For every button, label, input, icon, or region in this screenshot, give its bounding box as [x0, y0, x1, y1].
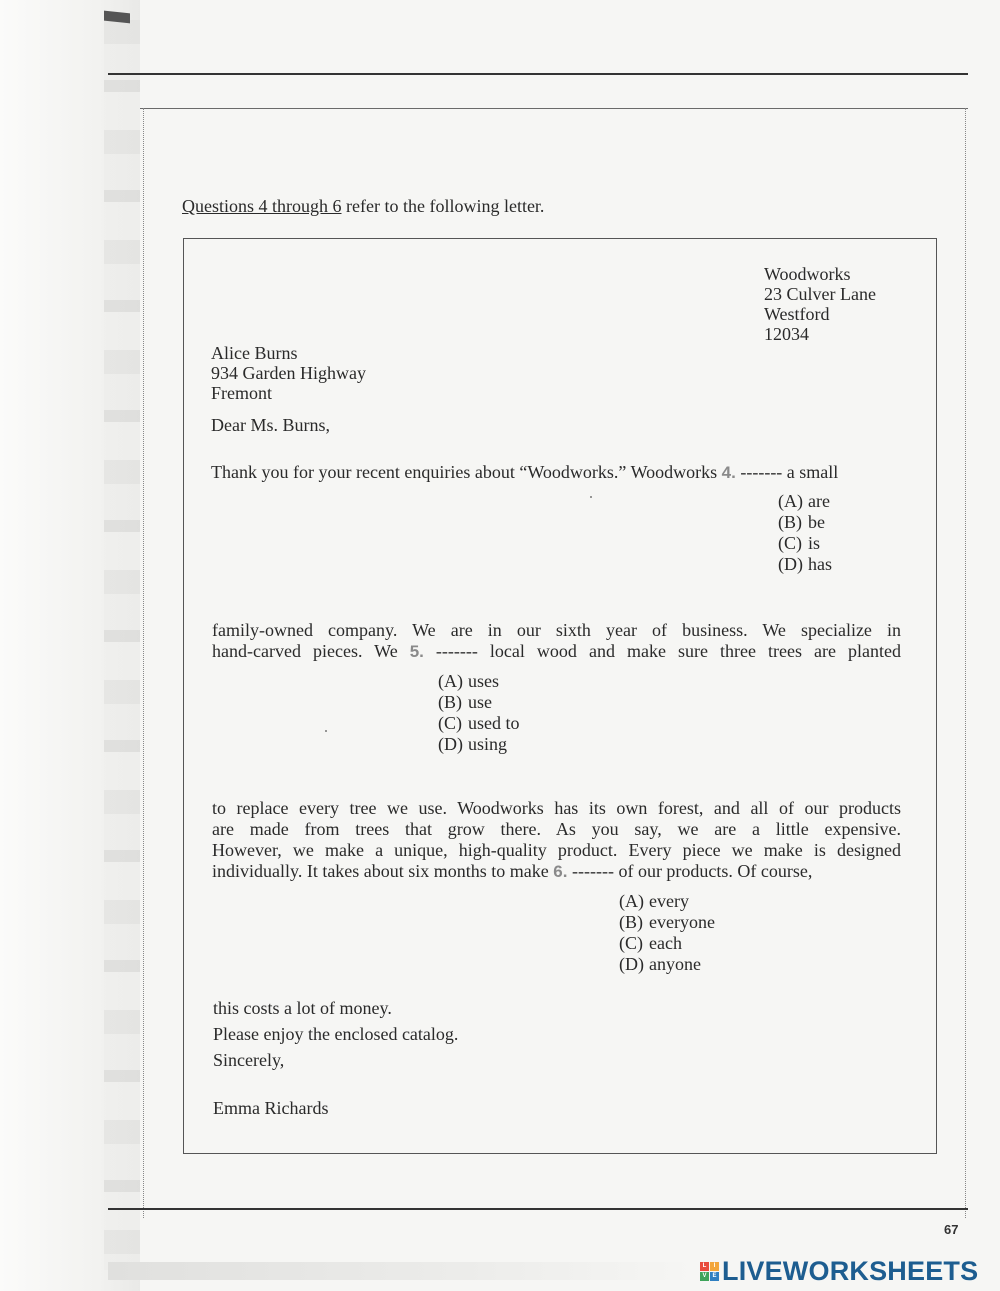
badge-letter: L: [700, 1262, 709, 1271]
liveworksheets-logo[interactable]: [700, 1256, 978, 1287]
sender-name: Woodworks: [764, 264, 851, 284]
q4-number: 4.: [721, 463, 736, 482]
option-letter: (C): [619, 933, 643, 953]
q6-option-d[interactable]: [619, 954, 715, 975]
option-letter: (B): [438, 692, 462, 712]
page-rule-top: [108, 73, 968, 75]
option-letter: (D): [438, 734, 463, 754]
badge-letter: I: [710, 1262, 719, 1271]
closing-line2: Please enjoy the enclosed catalog.: [213, 1024, 459, 1044]
recipient-city: Fremont: [211, 383, 272, 403]
q6-line1: to replace every tree we use. Woodworks has its own forest, and all of our products: [212, 798, 901, 818]
q5-option-c[interactable]: [438, 713, 520, 734]
option-letter: (D): [778, 554, 803, 574]
option-letter: (B): [619, 912, 643, 932]
q4-option-d[interactable]: [778, 554, 832, 575]
signature: Emma Richards: [213, 1098, 329, 1118]
q6-option-a[interactable]: [619, 891, 715, 912]
q5-option-a[interactable]: [438, 671, 520, 692]
q5-after: ------- local wood and make sure three trees are planted: [423, 641, 901, 661]
q6-options: [619, 891, 715, 975]
option-letter: (A): [619, 891, 644, 911]
option-letter: (C): [438, 713, 462, 733]
footer-scan-strip: [108, 1262, 698, 1280]
q6-option-c[interactable]: [619, 933, 715, 954]
q6-line2: are made from trees that grow there. As you say, we are a little expensive.: [212, 819, 901, 839]
q4-option-a[interactable]: [778, 491, 832, 512]
option-text: is: [808, 533, 821, 553]
option-letter: (C): [778, 533, 802, 553]
badge-letter: V: [700, 1272, 709, 1281]
sender-city: Westford: [764, 304, 830, 324]
option-text: everyone: [649, 912, 715, 932]
intro-rest: refer to the following letter.: [341, 196, 545, 216]
closing-signoff: Sincerely,: [213, 1050, 285, 1070]
greeting: Dear Ms. Burns,: [211, 415, 330, 435]
intro-underlined: Questions 4 through 6: [182, 196, 342, 216]
badge-letter: E: [710, 1272, 719, 1281]
page-rule-inner-top: [140, 108, 968, 109]
sender-postal: 12034: [764, 324, 809, 344]
q6-line3: However, we make a unique, high-quality product. Every piece we make is designed: [212, 840, 901, 860]
q5-line1: family-owned company. We are in our sixth year of business. We specialize in: [212, 620, 901, 640]
option-letter: (A): [778, 491, 803, 511]
q5-option-d[interactable]: [438, 734, 520, 755]
scan-speck: [590, 496, 592, 498]
closing-line1: this costs a lot of money.: [213, 998, 392, 1018]
page-number: 67: [944, 1222, 959, 1237]
q4-before: Thank you for your recent enquiries about “Woodworks.” Woodworks: [211, 462, 722, 482]
q5-before: hand-carved pieces. We: [212, 641, 410, 661]
recipient-street: 934 Garden Highway: [211, 363, 366, 383]
book-spine-shadow: [104, 20, 140, 1270]
recipient-name: Alice Burns: [211, 343, 298, 363]
page-rule-bottom: [108, 1208, 968, 1210]
q5-option-b[interactable]: [438, 692, 520, 713]
option-text: anyone: [649, 954, 701, 974]
option-text: used to: [468, 713, 520, 733]
q6-number: 6.: [553, 862, 568, 881]
option-text: every: [649, 891, 689, 911]
q4-options: [778, 491, 832, 575]
q5-options: [438, 671, 520, 755]
option-text: using: [468, 734, 508, 754]
q6-option-b[interactable]: [619, 912, 715, 933]
option-text: are: [808, 491, 830, 511]
option-text: has: [808, 554, 832, 574]
scan-speck: [325, 730, 327, 732]
option-letter: (B): [778, 512, 802, 532]
q4-sentence: [211, 462, 838, 483]
q4-after: ------- a small: [735, 462, 839, 482]
q6-sentence: [212, 861, 812, 882]
q6-after: ------- of our products. Of course,: [567, 861, 813, 881]
q4-option-c[interactable]: [778, 533, 832, 554]
option-text: each: [649, 933, 682, 953]
q5-number: 5.: [409, 642, 424, 661]
option-text: use: [468, 692, 492, 712]
option-letter: (D): [619, 954, 644, 974]
option-text: be: [808, 512, 825, 532]
q4-option-b[interactable]: [778, 512, 832, 533]
question-intro: [182, 196, 544, 217]
option-text: uses: [468, 671, 499, 691]
q6-before: individually. It takes about six months to make: [212, 861, 554, 881]
brand-name: LIVEWORKSHEETS: [722, 1256, 979, 1286]
option-letter: (A): [438, 671, 463, 691]
sender-street: 23 Culver Lane: [764, 284, 876, 304]
page-rule-right: [965, 108, 967, 1218]
logo-badge-icon: [700, 1262, 719, 1281]
page-rule-left: [143, 108, 145, 1218]
q5-sentence: [212, 641, 901, 662]
